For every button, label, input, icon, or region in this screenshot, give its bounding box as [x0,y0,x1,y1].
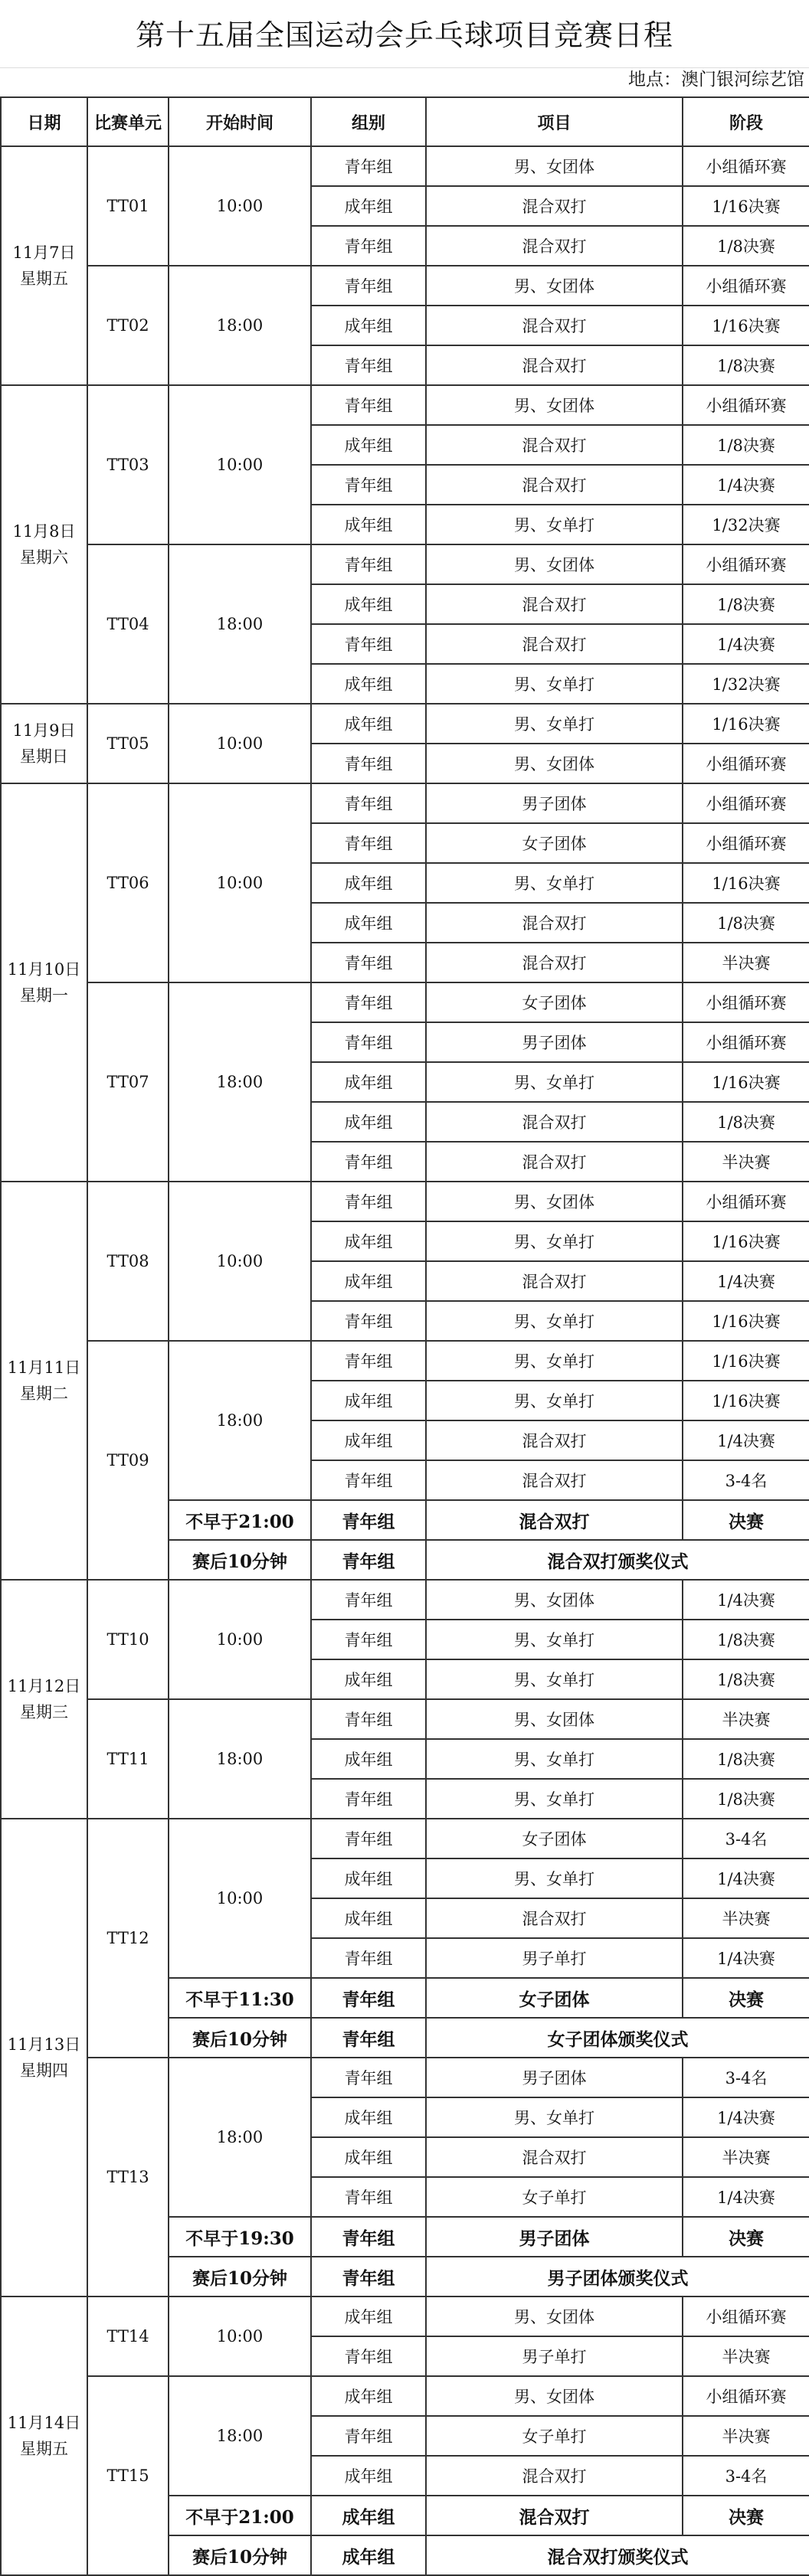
stage-cell: 1/32决赛 [683,664,809,704]
stage-cell: 1/8决赛 [683,345,809,385]
group-cell: 青年组 [311,1779,426,1819]
final-time: 不早于11:30 [169,1978,311,2018]
stage-cell: 1/16决赛 [683,1221,809,1261]
start-time: 18:00 [169,544,311,704]
unit-code: TT07 [87,982,169,1182]
stage-cell: 半决赛 [683,2336,809,2376]
group-cell: 青年组 [311,823,426,863]
group-cell: 青年组 [311,1699,426,1739]
event-cell: 混合双打 [426,624,683,664]
group-cell: 成年组 [311,2296,426,2336]
ceremony-group: 青年组 [311,2257,426,2296]
final-group: 成年组 [311,2496,426,2535]
unit-code: TT12 [87,1819,169,2058]
group-cell: 青年组 [311,2336,426,2376]
stage-cell: 1/8决赛 [683,425,809,465]
group-cell: 青年组 [311,982,426,1022]
schedule-table [0,96,809,2576]
stage-cell: 小组循环赛 [683,982,809,1022]
start-time: 10:00 [169,2296,311,2376]
group-cell: 青年组 [311,783,426,823]
ceremony-event: 混合双打颁奖仪式 [426,2535,809,2575]
group-cell: 成年组 [311,1858,426,1898]
event-cell: 混合双打 [426,226,683,266]
table-row [1,1341,809,1381]
final-event: 男子团体 [426,2217,683,2257]
event-cell: 男、女团体 [426,1699,683,1739]
unit-code: TT03 [87,385,169,544]
group-cell: 青年组 [311,1341,426,1381]
final-group: 青年组 [311,2217,426,2257]
final-group: 青年组 [311,1978,426,2018]
group-cell: 青年组 [311,385,426,425]
group-cell: 成年组 [311,1261,426,1301]
start-time: 18:00 [169,982,311,1182]
table-row [1,1819,809,1858]
unit-code: TT11 [87,1699,169,1819]
start-time: 18:00 [169,2058,311,2217]
start-time: 18:00 [169,2376,311,2496]
start-time: 18:00 [169,266,311,385]
group-cell: 成年组 [311,704,426,744]
header-stage: 阶段 [683,97,809,146]
date-text: 11月7日 [12,244,76,262]
start-time: 10:00 [169,704,311,783]
group-cell: 成年组 [311,186,426,226]
weekday-text: 星期四 [20,2061,68,2080]
event-cell: 男、女单打 [426,1659,683,1699]
ceremony-group: 青年组 [311,1540,426,1580]
stage-cell: 3-4名 [683,1460,809,1500]
table-row [1,544,809,584]
event-cell: 男、女单打 [426,664,683,704]
header-start-time: 开始时间 [169,97,311,146]
table-row [1,2058,809,2097]
group-cell: 成年组 [311,2376,426,2416]
group-cell: 成年组 [311,306,426,345]
final-event: 女子团体 [426,1978,683,2018]
table-header-row [1,97,809,146]
event-cell: 男、女单打 [426,1221,683,1261]
event-cell: 混合双打 [426,465,683,505]
group-cell: 青年组 [311,2177,426,2217]
group-cell: 青年组 [311,1022,426,1062]
start-time: 18:00 [169,1699,311,1819]
event-cell: 混合双打 [426,425,683,465]
event-cell: 男、女单打 [426,1341,683,1381]
event-cell: 男子团体 [426,1022,683,1062]
date-text: 11月11日 [7,1358,81,1377]
date-cell [1,2296,87,2575]
event-cell: 混合双打 [426,186,683,226]
date-cell [1,1580,87,1819]
weekday-text: 星期日 [20,747,68,766]
date-text: 11月10日 [7,960,81,979]
final-stage: 决赛 [683,2496,809,2535]
final-event: 混合双打 [426,1500,683,1540]
venue-label: 地点：澳门银河综艺馆 [628,70,804,90]
stage-cell: 1/4决赛 [683,1580,809,1620]
stage-cell: 1/8决赛 [683,1102,809,1142]
event-cell: 混合双打 [426,584,683,624]
stage-cell: 1/16决赛 [683,1062,809,1102]
stage-cell: 半决赛 [683,1142,809,1182]
date-cell [1,1819,87,2296]
group-cell: 成年组 [311,584,426,624]
event-cell: 男、女团体 [426,744,683,783]
group-cell: 青年组 [311,744,426,783]
group-cell: 成年组 [311,1062,426,1102]
table-row [1,982,809,1022]
stage-cell: 小组循环赛 [683,783,809,823]
stage-cell: 半决赛 [683,2137,809,2177]
event-cell: 混合双打 [426,943,683,982]
group-cell: 青年组 [311,2416,426,2456]
date-text: 11月14日 [7,2414,81,2432]
stage-cell: 1/4决赛 [683,624,809,664]
group-cell: 青年组 [311,1620,426,1659]
weekday-text: 星期六 [20,548,68,567]
start-time: 10:00 [169,146,311,266]
ceremony-time: 赛后10分钟 [169,2257,311,2296]
stage-cell: 1/32决赛 [683,505,809,544]
group-cell: 青年组 [311,266,426,306]
start-time: 10:00 [169,1580,311,1699]
event-cell: 男、女团体 [426,2376,683,2416]
final-time: 不早于19:30 [169,2217,311,2257]
ceremony-group: 成年组 [311,2535,426,2575]
group-cell: 成年组 [311,903,426,943]
group-cell: 青年组 [311,1819,426,1858]
event-cell: 男、女单打 [426,505,683,544]
group-cell: 成年组 [311,2097,426,2137]
final-time: 不早于21:00 [169,2496,311,2535]
stage-cell: 1/4决赛 [683,1420,809,1460]
event-cell: 男、女团体 [426,1580,683,1620]
unit-code: TT01 [87,146,169,266]
stage-cell: 半决赛 [683,1699,809,1739]
stage-cell: 1/16决赛 [683,306,809,345]
start-time: 10:00 [169,385,311,544]
group-cell: 青年组 [311,1580,426,1620]
final-event: 混合双打 [426,2496,683,2535]
group-cell: 成年组 [311,1898,426,1938]
weekday-text: 星期五 [20,270,68,288]
ceremony-time: 赛后10分钟 [169,2535,311,2575]
stage-cell: 3-4名 [683,2456,809,2496]
event-cell: 女子团体 [426,982,683,1022]
stage-cell: 1/4决赛 [683,2097,809,2137]
event-cell: 男、女单打 [426,1062,683,1102]
unit-code: TT06 [87,783,169,982]
event-cell: 男、女单打 [426,1381,683,1420]
stage-cell: 1/4决赛 [683,2177,809,2217]
stage-cell: 小组循环赛 [683,266,809,306]
event-cell: 男子团体 [426,2058,683,2097]
event-cell: 男、女单打 [426,1301,683,1341]
header-event: 项目 [426,97,683,146]
final-group: 青年组 [311,1500,426,1540]
date-cell [1,146,87,385]
event-cell: 男、女团体 [426,266,683,306]
group-cell: 成年组 [311,664,426,704]
event-cell: 混合双打 [426,1460,683,1500]
stage-cell: 小组循环赛 [683,744,809,783]
group-cell: 成年组 [311,863,426,903]
event-cell: 混合双打 [426,1102,683,1142]
stage-cell: 小组循环赛 [683,2296,809,2336]
unit-code: TT09 [87,1341,169,1580]
event-cell: 混合双打 [426,2456,683,2496]
stage-cell: 1/16决赛 [683,1301,809,1341]
event-cell: 混合双打 [426,1261,683,1301]
date-text: 11月8日 [12,522,76,541]
group-cell: 青年组 [311,2058,426,2097]
group-cell: 青年组 [311,624,426,664]
stage-cell: 小组循环赛 [683,1022,809,1062]
final-stage: 决赛 [683,2217,809,2257]
weekday-text: 星期五 [20,2440,68,2458]
event-cell: 男、女团体 [426,2296,683,2336]
stage-cell: 小组循环赛 [683,823,809,863]
table-row [1,1182,809,1221]
final-stage: 决赛 [683,1500,809,1540]
ceremony-time: 赛后10分钟 [169,1540,311,1580]
unit-code: TT10 [87,1580,169,1699]
date-text: 11月13日 [7,2035,81,2054]
event-cell: 男子团体 [426,783,683,823]
event-cell: 男、女单打 [426,1858,683,1898]
group-cell: 青年组 [311,1301,426,1341]
event-cell: 女子单打 [426,2177,683,2217]
ceremony-event: 混合双打颁奖仪式 [426,1540,809,1580]
table-row [1,783,809,823]
stage-cell: 半决赛 [683,1898,809,1938]
unit-code: TT02 [87,266,169,385]
event-cell: 混合双打 [426,306,683,345]
event-cell: 混合双打 [426,903,683,943]
date-cell [1,1182,87,1580]
event-cell: 男、女单打 [426,1779,683,1819]
start-time: 10:00 [169,1182,311,1341]
event-cell: 男、女团体 [426,544,683,584]
final-time: 不早于21:00 [169,1500,311,1540]
group-cell: 成年组 [311,2456,426,2496]
event-cell: 男子单打 [426,2336,683,2376]
stage-cell: 1/16决赛 [683,1381,809,1420]
group-cell: 成年组 [311,505,426,544]
stage-cell: 3-4名 [683,1819,809,1858]
stage-cell: 1/8决赛 [683,226,809,266]
group-cell: 青年组 [311,465,426,505]
event-cell: 混合双打 [426,1898,683,1938]
date-cell [1,783,87,1182]
stage-cell: 小组循环赛 [683,544,809,584]
table-row [1,266,809,306]
start-time: 10:00 [169,1819,311,1978]
table-row [1,2296,809,2336]
event-cell: 男、女团体 [426,1182,683,1221]
group-cell: 青年组 [311,544,426,584]
event-cell: 女子单打 [426,2416,683,2456]
event-cell: 男、女团体 [426,146,683,186]
event-cell: 男、女单打 [426,1739,683,1779]
event-cell: 混合双打 [426,345,683,385]
event-cell: 女子团体 [426,823,683,863]
group-cell: 成年组 [311,2137,426,2177]
unit-code: TT04 [87,544,169,704]
group-cell: 成年组 [311,1221,426,1261]
stage-cell: 1/8决赛 [683,584,809,624]
group-cell: 青年组 [311,1460,426,1500]
group-cell: 成年组 [311,1381,426,1420]
stage-cell: 半决赛 [683,2416,809,2456]
group-cell: 青年组 [311,1938,426,1978]
table-row [1,385,809,425]
event-cell: 混合双打 [426,2137,683,2177]
stage-cell: 1/8决赛 [683,1620,809,1659]
header-unit: 比赛单元 [87,97,169,146]
group-cell: 成年组 [311,1102,426,1142]
stage-cell: 3-4名 [683,2058,809,2097]
table-row [1,1580,809,1620]
weekday-text: 星期二 [20,1384,68,1403]
stage-cell: 1/16决赛 [683,186,809,226]
event-cell: 男子单打 [426,1938,683,1978]
group-cell: 青年组 [311,226,426,266]
group-cell: 青年组 [311,146,426,186]
stage-cell: 1/4决赛 [683,1938,809,1978]
stage-cell: 1/4决赛 [683,1261,809,1301]
table-row [1,2376,809,2416]
group-cell: 青年组 [311,1182,426,1221]
table-row [1,1699,809,1739]
group-cell: 青年组 [311,345,426,385]
unit-code: TT13 [87,2058,169,2296]
group-cell: 成年组 [311,1420,426,1460]
event-cell: 男、女单打 [426,2097,683,2137]
date-text: 11月9日 [12,721,76,740]
stage-cell: 1/8决赛 [683,1779,809,1819]
stage-cell: 1/4决赛 [683,1858,809,1898]
stage-cell: 1/8决赛 [683,1659,809,1699]
ceremony-group: 青年组 [311,2018,426,2058]
weekday-text: 星期三 [20,1703,68,1721]
group-cell: 青年组 [311,943,426,982]
final-stage: 决赛 [683,1978,809,2018]
group-cell: 成年组 [311,1739,426,1779]
event-cell: 男、女单打 [426,704,683,744]
unit-code: TT08 [87,1182,169,1341]
stage-cell: 1/4决赛 [683,465,809,505]
date-cell [1,704,87,783]
page-title: 第十五届全国运动会乒乓球项目竞赛日程 [135,18,673,52]
header-group: 组别 [311,97,426,146]
event-cell: 男、女团体 [426,385,683,425]
stage-cell: 1/16决赛 [683,704,809,744]
stage-cell: 小组循环赛 [683,385,809,425]
group-cell: 青年组 [311,1142,426,1182]
unit-code: TT05 [87,704,169,783]
schedule-body [1,146,809,2575]
start-time: 10:00 [169,783,311,982]
event-cell: 男、女单打 [426,1620,683,1659]
event-cell: 女子团体 [426,1819,683,1858]
group-cell: 成年组 [311,1659,426,1699]
stage-cell: 小组循环赛 [683,146,809,186]
start-time: 18:00 [169,1341,311,1500]
ceremony-time: 赛后10分钟 [169,2018,311,2058]
weekday-text: 星期一 [20,986,68,1005]
stage-cell: 1/8决赛 [683,1739,809,1779]
group-cell: 成年组 [311,425,426,465]
unit-code: TT14 [87,2296,169,2376]
stage-cell: 1/16决赛 [683,863,809,903]
event-cell: 男、女单打 [426,863,683,903]
ceremony-event: 男子团体颁奖仪式 [426,2257,809,2296]
date-cell [1,385,87,704]
stage-cell: 1/16决赛 [683,1341,809,1381]
date-text: 11月12日 [7,1677,81,1695]
unit-code: TT15 [87,2376,169,2575]
stage-cell: 小组循环赛 [683,2376,809,2416]
table-row [1,146,809,186]
stage-cell: 小组循环赛 [683,1182,809,1221]
table-row [1,704,809,744]
event-cell: 混合双打 [426,1420,683,1460]
event-cell: 混合双打 [426,1142,683,1182]
ceremony-event: 女子团体颁奖仪式 [426,2018,809,2058]
stage-cell: 1/8决赛 [683,903,809,943]
header-date: 日期 [1,97,87,146]
stage-cell: 半决赛 [683,943,809,982]
